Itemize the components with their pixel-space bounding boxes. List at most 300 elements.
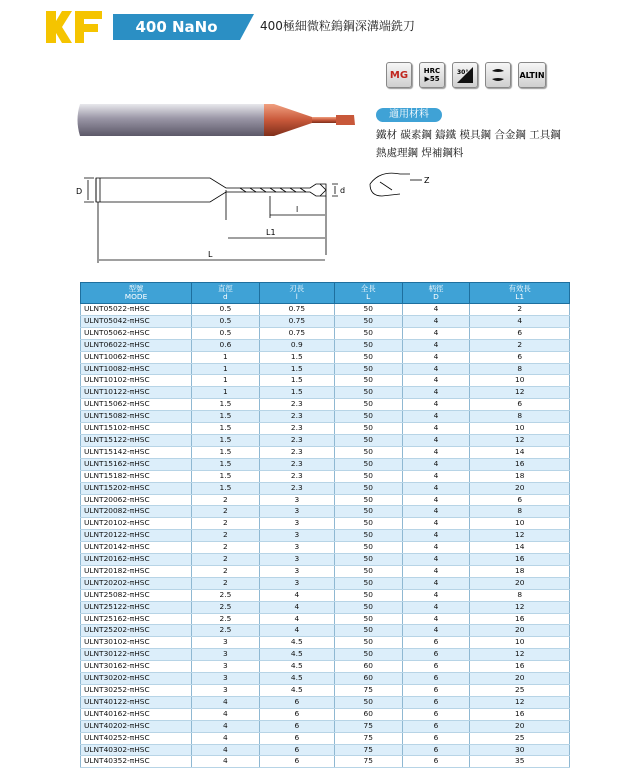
cell-shank-diameter: 4	[402, 518, 470, 530]
table-row	[81, 423, 570, 435]
cell-shank-diameter: 4	[402, 506, 470, 518]
cell-flute-length: 6	[259, 732, 334, 744]
cell-overall-length: 50	[334, 363, 402, 375]
cell-effective-length: 20	[470, 482, 570, 494]
cell-model: ULNT15122-πHSC	[81, 434, 192, 446]
cell-overall-length: 50	[334, 530, 402, 542]
cell-diameter: 2.5	[192, 625, 260, 637]
cell-flute-length: 4.5	[259, 673, 334, 685]
cell-effective-length: 20	[470, 720, 570, 732]
cell-flute-length: 2.3	[259, 470, 334, 482]
cell-overall-length: 50	[334, 470, 402, 482]
cell-model: ULNT15162-πHSC	[81, 458, 192, 470]
cell-overall-length: 75	[334, 685, 402, 697]
table-row	[81, 399, 570, 411]
cell-diameter: 2	[192, 577, 260, 589]
cell-overall-length: 75	[334, 720, 402, 732]
cell-model: ULNT20162-πHSC	[81, 554, 192, 566]
cell-overall-length: 50	[334, 601, 402, 613]
cell-flute-length: 0.75	[259, 327, 334, 339]
cell-diameter: 1.5	[192, 423, 260, 435]
cell-shank-diameter: 6	[402, 637, 470, 649]
cell-diameter: 1.5	[192, 446, 260, 458]
effective-length-label: L1	[266, 228, 276, 237]
cell-diameter: 2	[192, 530, 260, 542]
cell-diameter: 4	[192, 732, 260, 744]
cell-flute-length: 6	[259, 720, 334, 732]
cell-flute-length: 2.3	[259, 399, 334, 411]
cell-effective-length: 12	[470, 601, 570, 613]
cell-effective-length: 4	[470, 315, 570, 327]
cell-flute-length: 3	[259, 554, 334, 566]
cell-flute-length: 4.5	[259, 637, 334, 649]
end-mill-photo	[74, 100, 359, 140]
cell-model: ULNT15202-πHSC	[81, 482, 192, 494]
cell-model: ULNT40252-πHSC	[81, 732, 192, 744]
cell-flute-length: 2.3	[259, 434, 334, 446]
cell-shank-diameter: 6	[402, 673, 470, 685]
series-title: 400 NaNo	[113, 14, 240, 40]
materials-list	[376, 126, 576, 162]
table-row	[81, 756, 570, 768]
cell-diameter: 1	[192, 351, 260, 363]
cell-diameter: 4	[192, 720, 260, 732]
cell-model: ULNT10082-πHSC	[81, 363, 192, 375]
cell-overall-length: 50	[334, 649, 402, 661]
table-row	[81, 696, 570, 708]
cell-diameter: 2.5	[192, 613, 260, 625]
cell-diameter: 1.5	[192, 434, 260, 446]
cell-flute-length: 3	[259, 506, 334, 518]
cell-diameter: 2	[192, 494, 260, 506]
cell-effective-length: 6	[470, 327, 570, 339]
cell-effective-length: 35	[470, 756, 570, 768]
table-row	[81, 494, 570, 506]
cell-diameter: 3	[192, 649, 260, 661]
cell-shank-diameter: 4	[402, 339, 470, 351]
table-row	[81, 304, 570, 316]
helix-angle-badge	[452, 62, 478, 88]
cell-flute-length: 6	[259, 744, 334, 756]
cell-flute-length: 2.3	[259, 411, 334, 423]
cell-overall-length: 50	[334, 565, 402, 577]
cell-effective-length: 16	[470, 554, 570, 566]
table-row	[81, 577, 570, 589]
hrc-badge-label: HRC	[423, 67, 441, 75]
cell-overall-length: 60	[334, 708, 402, 720]
cell-model: ULNT25122-πHSC	[81, 601, 192, 613]
cell-diameter: 4	[192, 756, 260, 768]
cell-flute-length: 4	[259, 625, 334, 637]
cell-shank-diameter: 6	[402, 661, 470, 673]
table-row	[81, 637, 570, 649]
cell-diameter: 4	[192, 708, 260, 720]
dimension-drawing	[70, 160, 440, 270]
cell-effective-length: 6	[470, 351, 570, 363]
cell-diameter: 4	[192, 744, 260, 756]
cell-flute-length: 2.3	[259, 446, 334, 458]
cell-overall-length: 50	[334, 411, 402, 423]
table-row	[81, 482, 570, 494]
cell-shank-diameter: 4	[402, 577, 470, 589]
cell-overall-length: 50	[334, 696, 402, 708]
cell-flute-length: 6	[259, 696, 334, 708]
cell-overall-length: 50	[334, 542, 402, 554]
cell-flute-length: 3	[259, 530, 334, 542]
cell-diameter: 4	[192, 696, 260, 708]
helix-angle-icon	[455, 65, 475, 85]
table-row	[81, 530, 570, 542]
cell-flute-length: 2.3	[259, 423, 334, 435]
cell-overall-length: 50	[334, 304, 402, 316]
cell-effective-length: 12	[470, 696, 570, 708]
cell-model: ULNT10062-πHSC	[81, 351, 192, 363]
cell-overall-length: 50	[334, 518, 402, 530]
cell-flute-length: 3	[259, 577, 334, 589]
cell-shank-diameter: 4	[402, 327, 470, 339]
cell-effective-length: 18	[470, 565, 570, 577]
feature-badges	[386, 62, 546, 88]
cell-diameter: 1.5	[192, 482, 260, 494]
cell-model: ULNT20122-πHSC	[81, 530, 192, 542]
cell-shank-diameter: 4	[402, 589, 470, 601]
table-row	[81, 720, 570, 732]
cell-effective-length: 12	[470, 434, 570, 446]
cell-overall-length: 75	[334, 756, 402, 768]
table-row	[81, 661, 570, 673]
cell-flute-length: 1.5	[259, 363, 334, 375]
cell-flute-length: 0.75	[259, 315, 334, 327]
cell-effective-length: 20	[470, 673, 570, 685]
table-body	[81, 304, 570, 768]
materials-label: 適用材料	[376, 108, 442, 122]
cell-flute-length: 1.5	[259, 387, 334, 399]
cell-model: ULNT20102-πHSC	[81, 518, 192, 530]
col-header-shank-diameter: 柄徑 D	[402, 283, 470, 304]
cell-model: ULNT30252-πHSC	[81, 685, 192, 697]
cell-shank-diameter: 4	[402, 304, 470, 316]
cell-effective-length: 10	[470, 423, 570, 435]
cell-effective-length: 10	[470, 637, 570, 649]
overall-length-label: L	[208, 250, 213, 259]
cell-flute-length: 4	[259, 589, 334, 601]
cell-overall-length: 50	[334, 589, 402, 601]
cell-flute-length: 4.5	[259, 649, 334, 661]
cell-model: ULNT20202-πHSC	[81, 577, 192, 589]
cell-overall-length: 50	[334, 446, 402, 458]
table-row	[81, 315, 570, 327]
cell-overall-length: 75	[334, 744, 402, 756]
table-row	[81, 446, 570, 458]
table-row	[81, 387, 570, 399]
col-header-model: 型號 MODE	[81, 283, 192, 304]
cell-effective-length: 6	[470, 494, 570, 506]
cell-effective-length: 18	[470, 470, 570, 482]
cell-model: ULNT30162-πHSC	[81, 661, 192, 673]
cell-diameter: 2	[192, 518, 260, 530]
cell-model: ULNT40352-πHSC	[81, 756, 192, 768]
cell-flute-length: 4	[259, 601, 334, 613]
cell-model: ULNT30122-πHSC	[81, 649, 192, 661]
table-row	[81, 470, 570, 482]
cell-shank-diameter: 4	[402, 482, 470, 494]
cell-shank-diameter: 6	[402, 708, 470, 720]
cell-overall-length: 50	[334, 625, 402, 637]
cell-overall-length: 50	[334, 399, 402, 411]
cell-effective-length: 20	[470, 625, 570, 637]
cell-model: ULNT30102-πHSC	[81, 637, 192, 649]
cell-diameter: 2	[192, 542, 260, 554]
cell-effective-length: 2	[470, 339, 570, 351]
cell-model: ULNT25082-πHSC	[81, 589, 192, 601]
table-row	[81, 601, 570, 613]
col-header-effective-length: 有效長 L1	[470, 283, 570, 304]
cell-overall-length: 60	[334, 661, 402, 673]
col-header-overall-length: 全長 L	[334, 283, 402, 304]
cell-shank-diameter: 4	[402, 434, 470, 446]
cell-diameter: 0.5	[192, 315, 260, 327]
table-row	[81, 732, 570, 744]
cell-effective-length: 14	[470, 542, 570, 554]
table-header-row	[81, 283, 570, 304]
cell-diameter: 3	[192, 637, 260, 649]
table-row	[81, 744, 570, 756]
cell-model: ULNT15102-πHSC	[81, 423, 192, 435]
cell-shank-diameter: 4	[402, 351, 470, 363]
cell-diameter: 0.5	[192, 304, 260, 316]
materials-line-1: 鐵材 碳素鋼 鑄鐵 模具鋼 合金鋼 工具鋼	[376, 129, 561, 141]
cell-model: ULNT05062-πHSC	[81, 327, 192, 339]
cell-diameter: 1.5	[192, 458, 260, 470]
cell-shank-diameter: 4	[402, 399, 470, 411]
cell-shank-diameter: 4	[402, 375, 470, 387]
cell-overall-length: 50	[334, 327, 402, 339]
cell-diameter: 1	[192, 375, 260, 387]
z-axis-label: Z	[424, 176, 430, 185]
table-row	[81, 375, 570, 387]
table-row	[81, 458, 570, 470]
cell-shank-diameter: 4	[402, 458, 470, 470]
cell-overall-length: 50	[334, 637, 402, 649]
cell-overall-length: 75	[334, 732, 402, 744]
cell-model: ULNT40302-πHSC	[81, 744, 192, 756]
cell-overall-length: 60	[334, 673, 402, 685]
cell-overall-length: 50	[334, 613, 402, 625]
cell-model: ULNT15082-πHSC	[81, 411, 192, 423]
cell-overall-length: 50	[334, 458, 402, 470]
cell-effective-length: 12	[470, 530, 570, 542]
cell-flute-length: 6	[259, 756, 334, 768]
cell-overall-length: 50	[334, 506, 402, 518]
cell-overall-length: 50	[334, 387, 402, 399]
cell-diameter: 0.6	[192, 339, 260, 351]
cell-model: ULNT25162-πHSC	[81, 613, 192, 625]
spec-table	[80, 282, 570, 768]
cell-effective-length: 10	[470, 375, 570, 387]
cell-shank-diameter: 6	[402, 732, 470, 744]
cell-effective-length: 16	[470, 458, 570, 470]
cell-flute-length: 4.5	[259, 661, 334, 673]
cell-overall-length: 50	[334, 375, 402, 387]
cell-flute-length: 3	[259, 494, 334, 506]
cell-overall-length: 50	[334, 423, 402, 435]
cell-flute-length: 3	[259, 542, 334, 554]
cell-diameter: 2	[192, 554, 260, 566]
cell-model: ULNT15182-πHSC	[81, 470, 192, 482]
cell-shank-diameter: 4	[402, 387, 470, 399]
cell-flute-length: 2.3	[259, 458, 334, 470]
table-row	[81, 327, 570, 339]
cell-flute-length: 6	[259, 708, 334, 720]
cell-shank-diameter: 4	[402, 363, 470, 375]
cell-flute-length: 1.5	[259, 375, 334, 387]
table-row	[81, 589, 570, 601]
cell-overall-length: 50	[334, 482, 402, 494]
cell-shank-diameter: 4	[402, 613, 470, 625]
cell-shank-diameter: 4	[402, 554, 470, 566]
cell-flute-length: 4.5	[259, 685, 334, 697]
cell-shank-diameter: 4	[402, 446, 470, 458]
cell-flute-length: 3	[259, 518, 334, 530]
cell-diameter: 3	[192, 685, 260, 697]
cell-shank-diameter: 6	[402, 649, 470, 661]
cell-model: ULNT20082-πHSC	[81, 506, 192, 518]
product-title: 400極細微粒鎢鋼深溝端銑刀	[260, 19, 415, 33]
cell-flute-length: 0.75	[259, 304, 334, 316]
table-row	[81, 434, 570, 446]
coating-badge: ALTIN	[518, 62, 546, 88]
cell-effective-length: 14	[470, 446, 570, 458]
cell-shank-diameter: 6	[402, 720, 470, 732]
cell-flute-length: 2.3	[259, 482, 334, 494]
table-row	[81, 565, 570, 577]
col-header-diameter: 直徑 d	[192, 283, 260, 304]
cell-effective-length: 2	[470, 304, 570, 316]
cell-shank-diameter: 6	[402, 744, 470, 756]
cell-diameter: 3	[192, 673, 260, 685]
brand-logo	[44, 7, 104, 45]
hrc-badge-value: ▶55	[424, 75, 440, 83]
cell-diameter: 3	[192, 661, 260, 673]
cell-effective-length: 25	[470, 685, 570, 697]
table-row	[81, 554, 570, 566]
table-row	[81, 673, 570, 685]
cell-diameter: 2.5	[192, 601, 260, 613]
cell-effective-length: 30	[470, 744, 570, 756]
cell-diameter: 1	[192, 363, 260, 375]
cell-effective-length: 12	[470, 387, 570, 399]
cell-flute-length: 4	[259, 613, 334, 625]
cell-effective-length: 20	[470, 577, 570, 589]
flute-type-badge	[485, 62, 511, 88]
shank-diameter-label: D	[76, 187, 83, 196]
cell-shank-diameter: 4	[402, 470, 470, 482]
cell-model: ULNT40162-πHSC	[81, 708, 192, 720]
cell-effective-length: 8	[470, 363, 570, 375]
table-row	[81, 411, 570, 423]
table-row	[81, 363, 570, 375]
cell-diameter: 1.5	[192, 411, 260, 423]
table-row	[81, 518, 570, 530]
table-row	[81, 685, 570, 697]
cell-effective-length: 16	[470, 708, 570, 720]
cell-diameter: 2.5	[192, 589, 260, 601]
cell-shank-diameter: 4	[402, 494, 470, 506]
cutter-diameter-label: d	[340, 186, 346, 195]
cell-overall-length: 50	[334, 434, 402, 446]
cell-diameter: 1	[192, 387, 260, 399]
cell-model: ULNT25202-πHSC	[81, 625, 192, 637]
table-row	[81, 351, 570, 363]
hrc-badge	[419, 62, 445, 88]
cell-shank-diameter: 6	[402, 696, 470, 708]
cell-shank-diameter: 4	[402, 315, 470, 327]
two-flute-icon	[489, 66, 507, 84]
table-row	[81, 339, 570, 351]
cell-shank-diameter: 4	[402, 565, 470, 577]
cell-overall-length: 50	[334, 577, 402, 589]
cell-model: ULNT06022-πHSC	[81, 339, 192, 351]
cell-model: ULNT40122-πHSC	[81, 696, 192, 708]
table-row	[81, 649, 570, 661]
cell-model: ULNT20142-πHSC	[81, 542, 192, 554]
cell-effective-length: 12	[470, 649, 570, 661]
cell-diameter: 2	[192, 565, 260, 577]
cell-effective-length: 6	[470, 399, 570, 411]
cell-diameter: 1.5	[192, 470, 260, 482]
cell-overall-length: 50	[334, 351, 402, 363]
cell-diameter: 2	[192, 506, 260, 518]
angle-text: 30°	[457, 69, 469, 76]
table-row	[81, 506, 570, 518]
cell-model: ULNT15142-πHSC	[81, 446, 192, 458]
cell-overall-length: 50	[334, 339, 402, 351]
cell-shank-diameter: 4	[402, 625, 470, 637]
cell-effective-length: 16	[470, 613, 570, 625]
cell-flute-length: 0.9	[259, 339, 334, 351]
table-row	[81, 708, 570, 720]
cell-model: ULNT10102-πHSC	[81, 375, 192, 387]
cell-shank-diameter: 4	[402, 601, 470, 613]
cell-flute-length: 1.5	[259, 351, 334, 363]
cell-flute-length: 3	[259, 565, 334, 577]
cell-diameter: 1.5	[192, 399, 260, 411]
cell-effective-length: 8	[470, 589, 570, 601]
cell-overall-length: 50	[334, 494, 402, 506]
cell-model: ULNT15062-πHSC	[81, 399, 192, 411]
table-row	[81, 625, 570, 637]
cell-model: ULNT40202-πHSC	[81, 720, 192, 732]
cell-overall-length: 50	[334, 554, 402, 566]
cell-shank-diameter: 4	[402, 411, 470, 423]
col-header-flute-length: 刃長 l	[259, 283, 334, 304]
cell-effective-length: 8	[470, 411, 570, 423]
cell-effective-length: 10	[470, 518, 570, 530]
cell-shank-diameter: 4	[402, 530, 470, 542]
cell-shank-diameter: 4	[402, 423, 470, 435]
cell-diameter: 0.5	[192, 327, 260, 339]
table-row	[81, 613, 570, 625]
mg-badge: MG	[386, 62, 412, 88]
flute-length-label: l	[296, 205, 299, 214]
cell-shank-diameter: 6	[402, 756, 470, 768]
cell-model: ULNT10122-πHSC	[81, 387, 192, 399]
cell-model: ULNT30202-πHSC	[81, 673, 192, 685]
cell-model: ULNT05042-πHSC	[81, 315, 192, 327]
cell-effective-length: 25	[470, 732, 570, 744]
cell-overall-length: 50	[334, 315, 402, 327]
cell-effective-length: 8	[470, 506, 570, 518]
